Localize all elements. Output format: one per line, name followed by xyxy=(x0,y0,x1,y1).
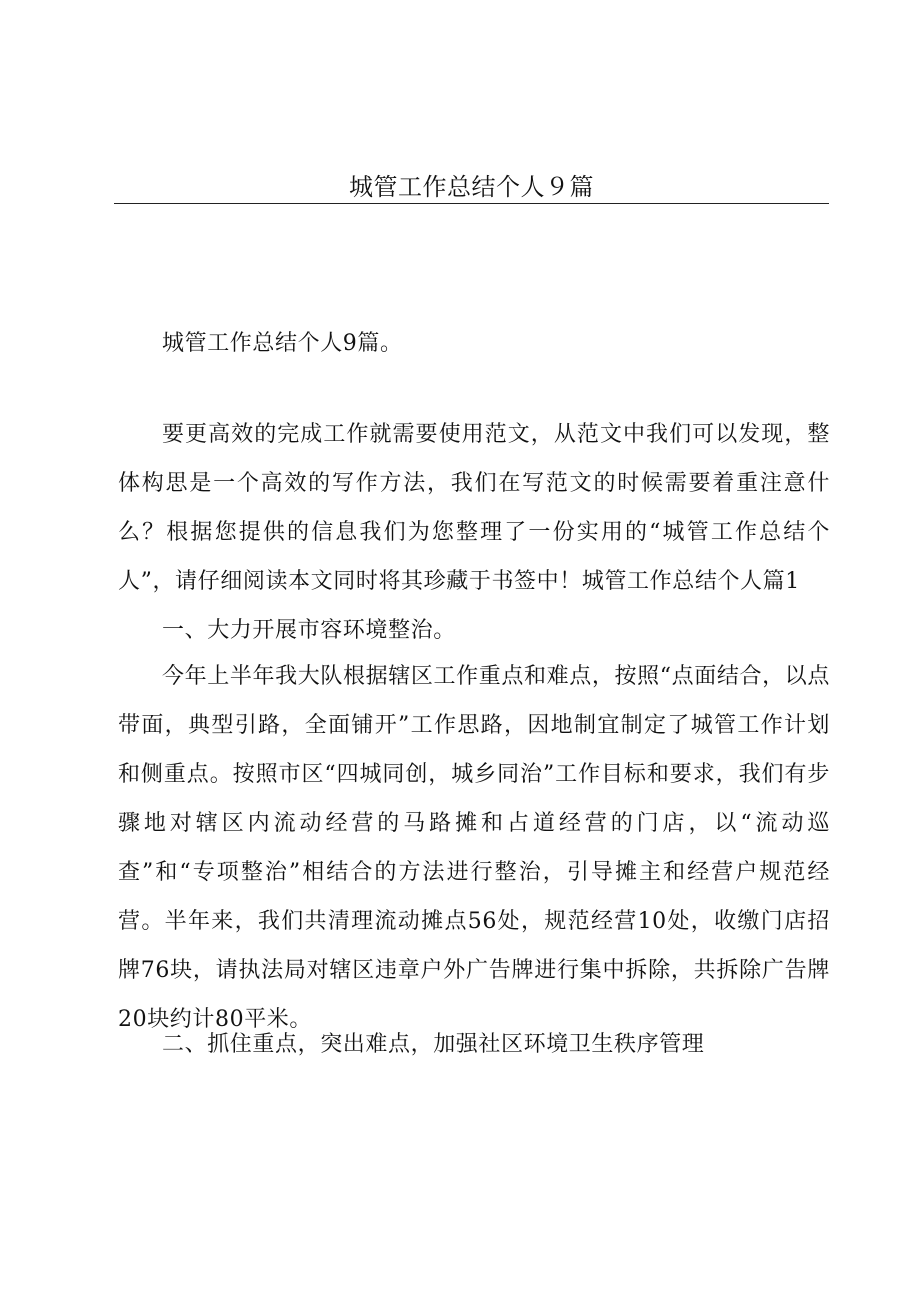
title-underline xyxy=(114,203,829,204)
subtitle-paragraph: 城管工作总结个人9篇。 xyxy=(162,331,403,356)
section-heading-1: 一、大力开展市容环境整治。 xyxy=(162,618,456,643)
document-title: 城管工作总结个人９篇 xyxy=(349,173,594,201)
section-heading-2: 二、抓住重点，突出难点，加强社区环境卫生秩序管理 xyxy=(162,1032,705,1057)
intro-paragraph: 要更高效的完成工作就需要使用范文，从范文中我们可以发现，整体构思是一个高效的写作方法，我们在写范文的时候需要着重注意什么？根据您提供的信息我们为您整理了一份实用的“城管工作总结个人”，请仔细阅读本文同时将其珍藏于书签中！城管工作总结个人篇1 xyxy=(118,422,830,594)
section-body-1: 今年上半年我大队根据辖区工作重点和难点，按照“点面结合，以点带面，典型引路，全面铺开”工作思路，因地制宜制定了城管工作计划和侧重点。按照市区“四城同创，城乡同治”工作目标和要求，我们有步骤地对辖区内流动经营的马路摊和占道经营的门店，以“流动巡查”和“专项整治”相结合的方法进行整治，引导摊主和经营户规范经营。半年来，我们共清理流动摊点56处，规范经营10处，收缴门店招牌76块，请执法局对辖区违章户外广告牌进行集中拆除，共拆除广告牌20块约计80平米。 xyxy=(118,664,830,1032)
